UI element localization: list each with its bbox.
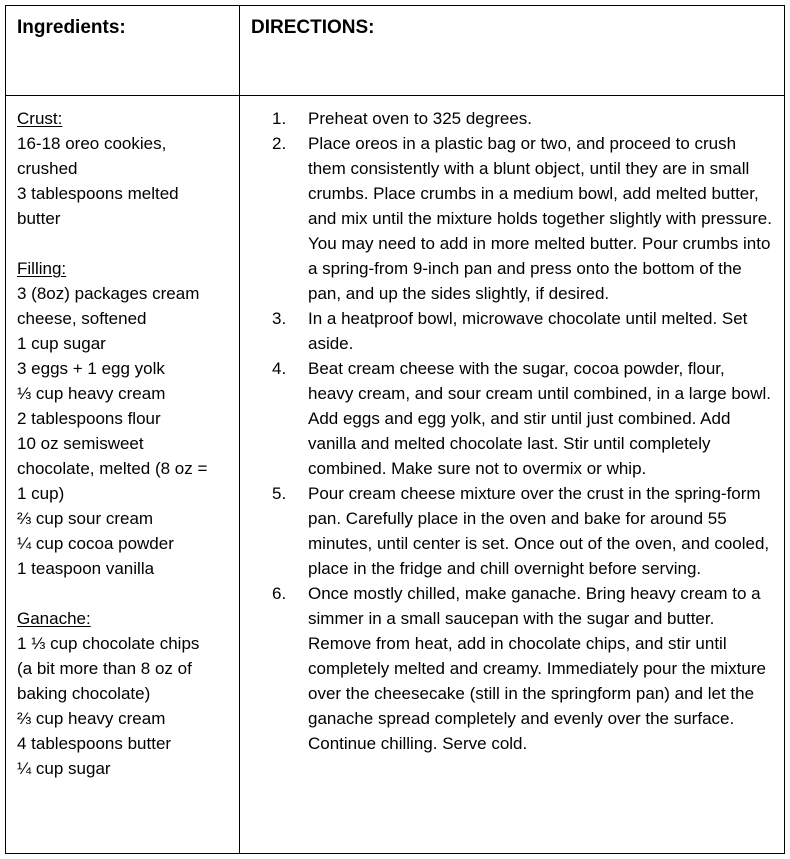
direction-step [240,131,774,306]
direction-step [240,306,774,356]
direction-step [240,581,774,756]
direction-step-number: 2. [272,134,287,153]
ingredient-line: 3 (8oz) packages cream [17,284,200,303]
ingredient-group [17,106,231,231]
ingredients-cell [6,96,240,854]
directions-body [240,96,784,756]
ingredient-line: 1 cup) [17,484,65,503]
ingredients-header-cell [6,6,240,96]
ingredient-line: chocolate, melted (8 oz = [17,459,208,478]
ingredients-list [6,96,239,781]
direction-step-number: 3. [272,309,287,328]
direction-step-text: Preheat oven to 325 degrees. [308,109,532,128]
ingredient-line: crushed [17,159,78,178]
ingredient-group-heading: Ganache: [17,609,91,628]
directions-column-heading: DIRECTIONS: [251,17,375,38]
ingredient-line: ⅔ cup sour cream [17,509,154,528]
ingredient-line: 4 tablespoons butter [17,734,172,753]
directions-list [240,106,774,756]
direction-step-text: Place oreos in a plastic bag or two, and proceed to crush them consistently with a blunt object, until they are in small crumbs. Place crumbs in a medium bowl, add melted butter, and mix until the mixture holds together slightly with pressure. You may need to add in more melted butter. Pour crumbs into a spring-from 9-inch pan and press onto the bottom of the pan, and up the sides slightly, if desired. [308,134,772,303]
ingredient-line: 1 teaspoon vanilla [17,559,155,578]
direction-step-number: 5. [272,484,287,503]
ingredients-column-heading: Ingredients: [17,17,126,38]
ingredient-line: 1 ⅓ cup chocolate chips [17,634,200,653]
recipe-table [5,5,785,854]
ingredient-line: ¼ cup sugar [17,759,111,778]
ingredient-line: baking chocolate) [17,684,151,703]
ingredient-group-heading: Crust: [17,109,63,128]
ingredient-line: ⅓ cup heavy cream [17,384,166,403]
ingredient-line: 2 tablespoons flour [17,409,161,428]
ingredient-line: (a bit more than 8 oz of [17,659,192,678]
directions-header-cell [240,6,785,96]
ingredient-line: 3 eggs + 1 egg yolk [17,359,165,378]
ingredient-line: ⅔ cup heavy cream [17,709,166,728]
direction-step-text: Once mostly chilled, make ganache. Bring heavy cream to a simmer in a small saucepan with the sugar and butter. Remove from heat, add in chocolate chips, and stir until completely melted and creamy. Immediately pour the mixture over the cheesecake (still in the springform pan) and let the ganache spread completely and evenly over the surface. Continue chilling. Serve cold. [308,584,766,753]
ingredient-group [17,256,231,581]
ingredient-line: ¼ cup cocoa powder [17,534,174,553]
direction-step-number: 6. [272,584,287,603]
ingredient-line: butter [17,209,61,228]
ingredient-line: 3 tablespoons melted [17,184,179,203]
ingredient-line: 1 cup sugar [17,334,106,353]
direction-step [240,106,774,131]
table-header-row [6,6,785,96]
table-body-row [6,96,785,854]
direction-step-number: 1. [272,109,287,128]
direction-step-number: 4. [272,359,287,378]
directions-cell [240,96,785,854]
ingredient-line: 16-18 oreo cookies, [17,134,167,153]
ingredient-line: cheese, softened [17,309,147,328]
direction-step-text: Beat cream cheese with the sugar, cocoa powder, flour, heavy cream, and sour cream until combined, in a large bowl. Add eggs and egg yolk, and stir until just combined. Add vanilla and melted chocolate last. Stir until completely combined. Make sure not to overmix or whip. [308,359,772,478]
direction-step-text: In a heatproof bowl, microwave chocolate until melted. Set aside. [308,309,748,353]
direction-step [240,356,774,481]
direction-step [240,481,774,581]
ingredient-line: 10 oz semisweet [17,434,144,453]
ingredient-group-heading: Filling: [17,259,67,278]
direction-step-text: Pour cream cheese mixture over the crust in the spring-form pan. Carefully place in the oven and bake for around 55 minutes, until center is set. Once out of the oven, and cooled, place in the fridge and chill overnight before serving. [308,484,770,578]
ingredient-group [17,606,231,781]
